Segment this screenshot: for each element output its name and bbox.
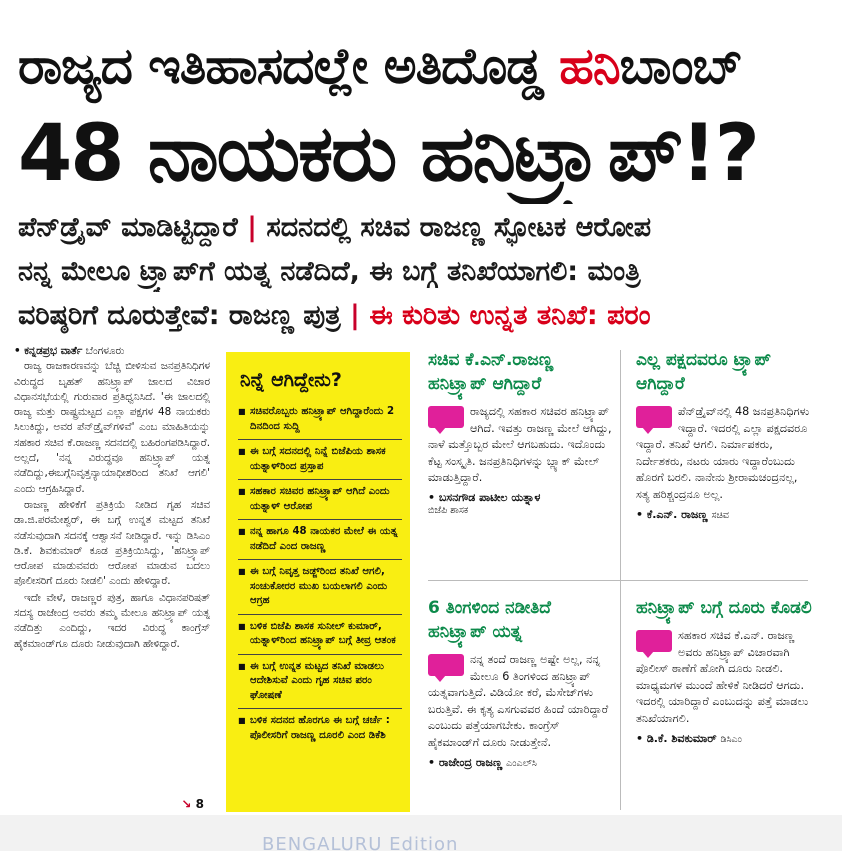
main-story xyxy=(14,344,210,814)
story-paragraph: ಇದೇ ವೇಳೆ, ರಾಜಣ್ಣರ ಪುತ್ರ, ಹಾಗೂ ವಿಧಾನಪರಿಷತ್ ಸದಸ್ಯ ರಾಜೇಂದ್ರ ಅವರು ತಮ್ಮ ಮೇಲೂ ಹನಿಟ್ರ್ಯಾಪ್ ಯತ್ನ ನಡೆದಿತ್ತು ಎಂದಿದ್ದು, ಇದರ ವಿರುದ್ಧ ಕಾಂಗ್ರೆಸ್ ಹೈಕಮಾಂಡ್‌ಗೂ ದೂರು ನೀಡುವುದಾಗಿ ಹೇಳಿದ್ದಾರೆ. xyxy=(14,591,210,650)
quote-attribution: • ಕೆ.ಎನ್. ರಾಜಣ್ಣ ಸಚಿವ xyxy=(636,507,729,521)
quote-title: ಸಚಿವ ಕೆ.ಎನ್.ರಾಜಣ್ಣ ಹನಿಟ್ರ್ಯಾಪ್ ಆಗಿದ್ದಾರೆ xyxy=(428,350,554,394)
story-paragraph: ರಾಜ್ಯ ರಾಜಕಾರಣವನ್ನು ಬೆಚ್ಚಿ ಬೀಳಿಸುವ ಜನಪ್ರತಿನಿಧಿಗಳ ವಿರುದ್ಧದ ಬೃಹತ್ ಹನಿಟ್ರ್ಯಾಪ್ ಜಾಲದ ವಿಚಾರ ವಿಧಾನಸಭೆಯಲ್ಲಿ ಗುರುವಾರ ಪ್ರತಿಧ್ವನಿಸಿದೆ. 'ಈ ಜಾಲದಲ್ಲಿ ರಾಜ್ಯ ಮತ್ತು ರಾಷ್ಟ್ರಮಟ್ಟದ ಎಲ್ಲಾ ಪಕ್ಷಗಳ 48 ನಾಯಕರು ಸಿಲುಕಿದ್ದು, ಅವರ ಪೆನ್‌ಡ್ರೈವ್‌ಗಳಿವೆ' ಎಂಬ ಮಾಹಿತಿಯನ್ನು ಸಹಕಾರ ಸಚಿವ ಕೆ.ರಾಜಣ್ಣ ಸದನದಲ್ಲಿ ಬಹಿರಂಗಪಡಿಸಿದ್ದಾರೆ. ಅಲ್ಲದೆ, 'ನನ್ನ ವಿರುದ್ಧವೂ ಹನಿಟ್ರ್ಯಾಪ್ ಯತ್ನ ನಡೆದಿದ್ದು,ಈಬಗ್ಗೆನಿವೃತ್ತನ್ಯಾಯಾಧೀಶರಿಂದ ತನಿಖೆ ಆಗಲಿ' ಎಂದು ಆಗ್ರಹಿಸಿದ್ದಾರೆ. xyxy=(14,360,210,495)
subheadline-3: ವರಿಷ್ಠರಿಗೆ ದೂರುತ್ತೇವೆ: ರಾಜಣ್ಣ ಪುತ್ರ | ಈ ಕುರಿತು ಉನ್ನತ ತನಿಖೆ: ಪರಂ xyxy=(18,300,651,331)
story-paragraph: ರಾಜಣ್ಣ ಹೇಳಿಕೆಗೆ ಪ್ರತಿಕ್ರಿಯೆ ನೀಡಿದ ಗೃಹ ಸಚಿವ ಡಾ.ಜಿ.ಪರಮೇಶ್ವರ್, ಈ ಬಗ್ಗೆ ಉನ್ನತ ಮಟ್ಟದ ತನಿಖೆ ನಡೆಸುವುದಾಗಿ ಸದನಕ್ಕೆ ಆಶ್ವಾಸನೆ ನೀಡಿದ್ದಾರೆ. ಇನ್ನು ಡಿಸಿಎಂ ಡಿ.ಕೆ. ಶಿವಕುಮಾರ್ ಕೂಡ ಪ್ರತಿಕ್ರಿಯಿಸಿದ್ದು, 'ಹನಿಟ್ರ್ಯಾಪ್ ಆರೋಪ ಮಾಡುವವರು ಆರೋಪ ಮಾಡುವ ಬದಲು ಪೊಲೀಸರಿಗೆ ದೂರು ನೀಡಲಿ' ಎಂದು ಹೇಳಿದ್ದಾರೆ. xyxy=(14,498,210,588)
what-happened-box xyxy=(226,352,410,812)
headline-kicker: ರಾಜ್ಯದ ಇತಿಹಾಸದಲ್ಲೇ ಅತಿದೊಡ್ಡ ಹನಿಬಾಂಬ್ xyxy=(18,37,742,95)
quote-attribution: • ರಾಜೇಂದ್ರ ರಾಜಣ್ಣ ಎಂಎಲ್‌ಸಿ xyxy=(428,755,537,769)
main-headline: 48 ನಾಯಕರು ಹನಿಟ್ರ್ಯಾಪ್!? xyxy=(18,109,758,199)
edition-label: BENGALURU Edition xyxy=(262,834,459,851)
speech-bubble-icon xyxy=(636,630,672,652)
quote-box-yatnal: ಸಚಿವ ಕೆ.ಎನ್.ರಾಜಣ್ಣ ಹನಿಟ್ರ್ಯಾಪ್ ಆಗಿದ್ದಾರೆ ರಾಜ್ಯದಲ್ಲಿ ಸಹಕಾರ ಸಚಿವರ ಹನಿಟ್ರ್ಯಾಪ್ ಆಗಿದೆ. ಇವತ್ತು ರಾಜಣ್ಣ ಮೇಲೆ ಆಗಿದ್ದು, ನಾಳೆ ಮತ್ತೊಬ್ಬರ ಮೇಲೆ ಆಗಬಹುದು. ಇದೊಂದು ಕೆಟ್ಟ ಸಂಸ್ಕೃತಿ. ಜನಪ್ರತಿನಿಧಿಗಳನ್ನು ಬ್ಲ್ಯಾಕ್ ಮೇಲ್ ಮಾಡುತ್ತಿದ್ದಾರೆ. • ಬಸನಗೌಡ ಪಾಟೀಲ ಯತ್ನಾಳ ಬಿಜೆಪಿ ಶಾಸಕ xyxy=(428,348,614,578)
arrow-icon: ↘ xyxy=(181,796,192,811)
row-divider xyxy=(428,580,808,581)
list-item: ■ ಈ ಬಗ್ಗೆ ಸದನದಲ್ಲಿ ನಿನ್ನೆ ಬಿಜೆಪಿಯ ಶಾಸಕ ಯತ್ನಾಳ್‌ರಿಂದ ಪ್ರಸ್ತಾಪ xyxy=(238,440,402,480)
list-item: ■ ನನ್ನ ಹಾಗೂ 48 ನಾಯಕರ ಮೇಲೆ ಈ ಯತ್ನ ನಡೆದಿದೆ ಎಂದ ರಾಜಣ್ಣ xyxy=(238,520,402,560)
quote-title: 6 ತಿಂಗಳಿಂದ ನಡೀತಿದೆ ಹನಿಟ್ರ್ಯಾಪ್ ಯತ್ನ xyxy=(428,598,551,642)
speech-bubble-icon xyxy=(428,406,464,428)
list-item: ■ ಬಳಿಕ ಸದನದ ಹೊರಗೂ ಈ ಬಗ್ಗೆ ಚರ್ಚೆ : ಪೊಲೀಸರಿಗೆ ರಾಜಣ್ಣ ದೂರಲಿ ಎಂದ ಡಿಕೆಶಿ xyxy=(238,709,402,748)
quote-box-shivakumar: ಹನಿಟ್ರ್ಯಾಪ್ ಬಗ್ಗೆ ದೂರು ಕೊಡಲಿ ಸಹಕಾರ ಸಚಿವ ಕೆ.ಎನ್. ರಾಜಣ್ಣ ಅವರು ಹನಿಟ್ರ್ಯಾಪ್ ವಿಚಾರವಾಗಿ ಪೊಲೀಸ್ ಠಾಣೆಗೆ ಹೋಗಿ ದೂರು ನೀಡಲಿ. ಮಾಧ್ಯಮಗಳ ಮುಂದೆ ಹೇಳಿಕೆ ನೀಡಿದರೆ ಆಗದು. ಇದರಲ್ಲಿ ಯಾರಿದ್ದಾರೆ ಎಂಬುದನ್ನು ಪತ್ತೆ ಮಾಡಲು ತನಿಖೆಯಾಗಲಿ. • ಡಿ.ಕೆ. ಶಿವಕುಮಾರ್ ಡಿಸಿಎಂ xyxy=(636,596,814,812)
box-title: ನಿನ್ನೆ ಆಗಿದ್ದೇನು? xyxy=(240,369,342,391)
subheadline-1: ಪೆನ್‌ಡ್ರೈವ್ ಮಾಡಿಟ್ಟಿದ್ದಾರೆ | ಸದನದಲ್ಲಿ ಸಚಿವ ರಾಜಣ್ಣ ಸ್ಫೋಟಕ ಆರೋಪ xyxy=(18,212,652,243)
quote-box-rajendra: 6 ತಿಂಗಳಿಂದ ನಡೀತಿದೆ ಹನಿಟ್ರ್ಯಾಪ್ ಯತ್ನ ನನ್ನ ತಂದೆ ರಾಜಣ್ಣ ಅಷ್ಟೇ ಅಲ್ಲ, ನನ್ನ ಮೇಲೂ 6 ತಿಂಗಳಿಂದ ಹನಿಟ್ರ್ಯಾಪ್ ಯತ್ನವಾಗುತ್ತಿದೆ. ವಿಡಿಯೋ ಕರೆ, ಮೆಸೇಜ್‌ಗಳು ಬರುತ್ತಿವೆ. ಈ ಕೃತ್ಯ ಎಸಗುವವರ ಹಿಂದೆ ಯಾರಿದ್ದಾರೆ ಎಂಬುದು ಪತ್ತೆಯಾಗಬೇಕು. ಕಾಂಗ್ರೆಸ್ ಹೈಕಮಾಂಡ್‌ಗೆ ದೂರು ನೀಡುತ್ತೇನೆ. • ರಾಜೇಂದ್ರ ರಾಜಣ್ಣ ಎಂಎಲ್‌ಸಿ xyxy=(428,596,614,812)
quote-box-rajanna: ಎಲ್ಲ ಪಕ್ಷದವರೂ ಟ್ರ್ಯಾಪ್ ಆಗಿದ್ದಾರೆ ಪೆನ್‌ಡ್ರೈವ್‌ನಲ್ಲಿ 48 ಜನಪ್ರತಿನಿಧಿಗಳು ಇದ್ದಾರೆ. ಇದರಲ್ಲಿ ಎಲ್ಲಾ ಪಕ್ಷದವರೂ ಇದ್ದಾರೆ. ತನಿಖೆ ಆಗಲಿ. ನಿರ್ಮಾಪಕರು, ನಿರ್ದೇಶಕರು, ನಟರು ಯಾರು ಇದ್ದಾರೆಂಬುದು ಹೊರಗೆ ಬರಲಿ. ನಾನೇನು ಶ್ರೀರಾಮಚಂದ್ರನಲ್ಲ, ಸತ್ಯ ಹರಿಶ್ಚಂದ್ರನೂ ಅಲ್ಲ. • ಕೆ.ಎನ್. ರಾಜಣ್ಣ ಸಚಿವ xyxy=(636,348,814,578)
byline: • ಕನ್ನಡಪ್ರಭ ವಾರ್ತೆ ಬೆಂಗಳೂರು xyxy=(14,345,125,357)
quote-attribution: • ಡಿ.ಕೆ. ಶಿವಕುಮಾರ್ ಡಿಸಿಎಂ xyxy=(636,731,742,745)
list-item: ■ ಬಳಿಕ ಬಿಜೆಪಿ ಶಾಸಕ ಸುನೀಲ್ ಕುಮಾರ್, ಯತ್ನಾಳ್‌ರಿಂದ ಹನಿಟ್ರ್ಯಾಪ್ ಬಗ್ಗೆ ತೀವ್ರ ಆತಂಕ xyxy=(238,615,402,655)
list-item: ■ ಈ ಬಗ್ಗೆ ನಿವೃತ್ತ ಜಡ್ಜ್‌ರಿಂದ ತನಿಖೆ ಆಗಲಿ, ಸಂಚುಕೋರರ ಮುಖ ಬಯಲಾಗಲಿ ಎಂದು ಆಗ್ರಹ xyxy=(238,560,402,615)
quote-title: ಎಲ್ಲ ಪಕ್ಷದವರೂ ಟ್ರ್ಯಾಪ್ ಆಗಿದ್ದಾರೆ xyxy=(636,350,771,394)
headline-kicker-highlight: ಹನಿ xyxy=(559,37,620,95)
event-list xyxy=(226,400,410,748)
list-item: ■ ಸಚಿವರೊಬ್ಬರು ಹನಿಟ್ರ್ಯಾಪ್ ಆಗಿದ್ದಾರೆಂದು 2 ದಿನದಿಂದ ಸುದ್ದಿ xyxy=(238,400,402,440)
quote-title: ಹನಿಟ್ರ್ಯಾಪ್ ಬಗ್ಗೆ ದೂರು ಕೊಡಲಿ xyxy=(636,598,812,618)
subheadline-2: ನನ್ನ ಮೇಲೂ ಟ್ರ್ಯಾಪ್‌ಗೆ ಯತ್ನ ನಡೆದಿದೆ, ಈ ಬಗ್ಗೆ ತನಿಖೆಯಾಗಲಿ: ಮಂತ್ರಿ xyxy=(18,256,641,287)
speech-bubble-icon xyxy=(636,406,672,428)
quote-attribution: • ಬಸನಗೌಡ ಪಾಟೀಲ ಯತ್ನಾಳ ಬಿಜೆಪಿ ಶಾಸಕ xyxy=(428,490,541,516)
speech-bubble-icon xyxy=(428,654,464,676)
list-item: ■ ಈ ಬಗ್ಗೆ ಉನ್ನತ ಮಟ್ಟದ ತನಿಖೆ ಮಾಡಲು ಆದೇಶಿಸುವೆ ಎಂದು ಗೃಹ ಸಚಿವ ಪರಂ ಘೋಷಣೆ xyxy=(238,655,402,710)
list-item: ■ ಸಹಕಾರ ಸಚಿವರ ಹನಿಟ್ರ್ಯಾಪ್ ಆಗಿದೆ ಎಂದು ಯತ್ನಾಳ್ ಆರೋಪ xyxy=(238,480,402,520)
continued-marker: ↘ 8 xyxy=(181,796,204,811)
